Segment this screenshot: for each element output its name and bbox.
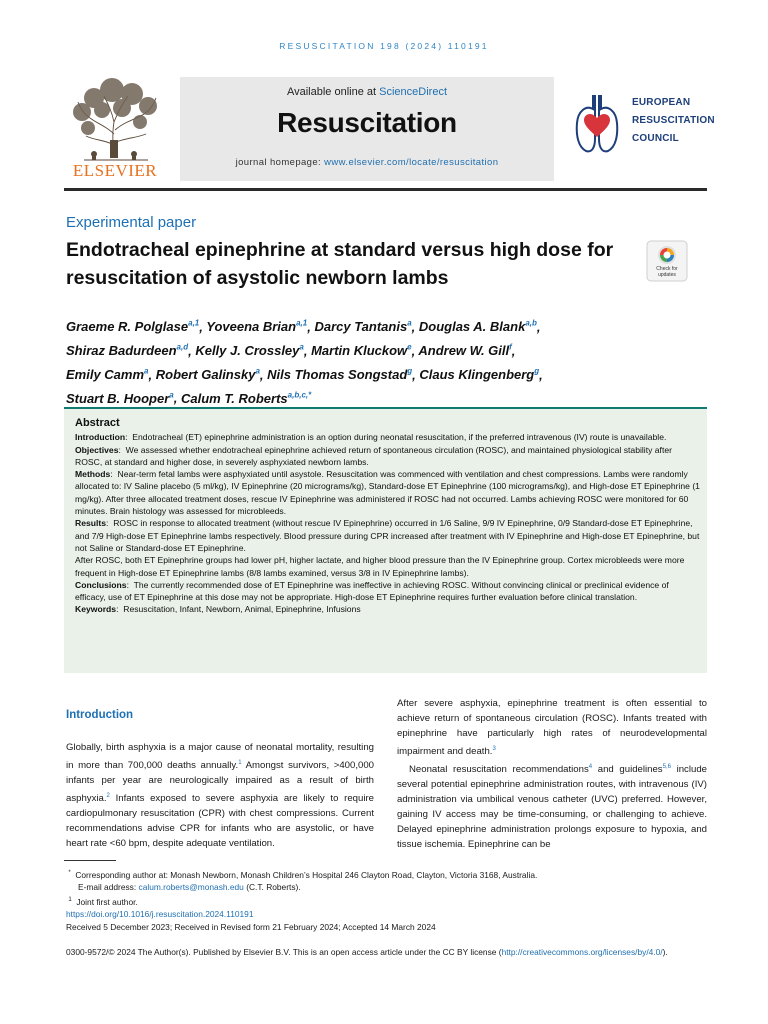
available-online: [180, 86, 554, 98]
sciencedirect-link[interactable]: ScienceDirect: [379, 86, 447, 98]
footnote-email: E-mail address: calum.roberts@monash.edu (C.T. Roberts).: [78, 882, 301, 893]
author-list: Graeme R. Polglase$^{a,1}$, Yoveena Brian$^{a,1}$, Darcy Tantanis$^a$, Douglas A. Blank$^{a,b}$, Shiraz Badurdeen$^{a,d}$, Kelly J. Crossley$^a$, Martin Kluckow$^e$, Andrew W. Gill$^f$, Emily Camm$^a$, Robert Galinsky$^a$, Nils Thomas Songstad$^g$, Claus Klingenberg$^g$, Stuart B. Hooper$^a$, Calum T. Roberts$^{a,b,c,*}$: [66, 319, 543, 406]
erc-wordmark: [632, 94, 715, 148]
abstract-panel: [64, 407, 707, 673]
citation-ref[interactable]: 1: [238, 759, 242, 766]
author[interactable]: Douglas A. Blank$^{a,b}$: [418, 319, 537, 335]
section-heading-introduction: Introduction: [66, 709, 134, 721]
citation-ref[interactable]: 2: [106, 792, 110, 799]
article-title: Endotracheal epinephrine at standard versus high dose for resuscitation of asystolic newborn lambs: [66, 239, 614, 289]
abstract-heading: Abstract: [75, 417, 120, 429]
running-header: [0, 41, 768, 51]
doi-link[interactable]: https://doi.org/10.1016/j.resuscitation.2024.110191: [66, 909, 254, 920]
license-statement: 0300-9572/© 2024 The Author(s). Published by Elsevier B.V. This is an open access article under the CC BY license (http://creativecommons.org/licenses/by/4.0/).: [66, 947, 668, 957]
masthead-divider: [64, 188, 707, 191]
erc-line-3: COUNCIL: [632, 133, 679, 144]
footnote-divider: [64, 860, 116, 861]
footnotes: [66, 867, 706, 934]
abstract-results-continued: After ROSC, both ET Epinephrine groups had lower pH, higher lactate, and higher blood pressure than the IV Epinephrine group. Cortex microbleeds were more frequent in High-dose ET Epinephrine lambs (8/8 lambs examined, versus 3/8 in IV Epinephrine lambs).: [75, 555, 685, 578]
running-head-journal: RESUSCITATION: [279, 41, 376, 51]
abstract-methods: Methods: Near-term fetal lambs were asphyxiated until asystole. Resuscitation was commenced with ventilation and chest compressions. Lambs were randomly allocated to: IV Saline placebo (5 ml/kg), IV Epinephrine (20 micrograms/kg), Standard-dose ET Epinephrine (100 micrograms/kg), and High-dose ET Epinephrine (1 mg/kg). After three allocated treatment doses, rescue IV Epinephrine was administered if ROSC had not occurred. Lambs achieving ROSC were monitored for 60 minutes. Brain histology was assessed for microbleeds.: [75, 469, 700, 517]
journal-homepage: [180, 157, 554, 168]
author[interactable]: Yoveena Brian$^{a,1}$: [206, 319, 308, 335]
received-dates: Received 5 December 2023; Received in Revised form 21 February 2024; Accepted 14 March 2024: [66, 921, 436, 932]
footnote-corresponding: * Corresponding author at: Monash Newborn, Monash Children’s Hospital 246 Clayton Road, Clayton, Victoria 3168, Australia.: [68, 869, 538, 880]
erc-line-2: RESUSCITATION: [632, 115, 715, 126]
abstract-introduction: Introduction: Endotracheal (ET) epinephrine administration is an option during neonatal resuscitation, if the preferred intravenous (IV) route is unavailable.: [75, 432, 667, 443]
homepage-label: journal homepage:: [235, 157, 322, 168]
citation-ref[interactable]: 5,6: [662, 763, 671, 770]
article-type: Experimental paper: [66, 214, 197, 231]
author[interactable]: Martin Kluckow$^e$: [311, 342, 412, 359]
author[interactable]: Shiraz Badurdeen$^{a,d}$: [66, 342, 189, 359]
citation-ref[interactable]: 3: [492, 745, 496, 752]
author[interactable]: Emily Camm$^a$: [66, 366, 149, 382]
erc-lungs-heart-logo[interactable]: [572, 87, 622, 159]
intro-paragraph-2: After severe asphyxia, epinephrine treatment is often essential to achieve return of spontaneous circulation (ROSC). Infants treated with epinephrine have particularly high rates of neurodevelopmental impairment and death.$^3$: [397, 698, 707, 757]
svg-text:Check for: Check for: [656, 266, 678, 272]
available-prefix: Available online at: [286, 86, 377, 98]
author[interactable]: Nils Thomas Songstad$^g$: [267, 366, 413, 382]
intro-paragraph-1: Globally, birth asphyxia is a major cause of neonatal mortality, resulting in more than 700,000 deaths annually.$^1$ Amongst survivors, >400,000 infants per year are neurologically impaired as a result of birth asphyxia.$^2$ Infants exposed to severe asphyxia are likely to require cardiopulmonary resuscitation (CPR) with chest compressions. Current recommendations advise CPR for infants who are asystolic, or have heart rate <60 bpm, despite adequate ventilation.: [66, 742, 374, 849]
email-link[interactable]: calum.roberts@monash.edu: [138, 882, 244, 893]
journal-title: Resuscitation: [277, 107, 457, 138]
author[interactable]: Robert Galinsky$^a$: [155, 366, 260, 382]
svg-text:updates: updates: [658, 272, 676, 278]
author[interactable]: Andrew W. Gill$^f$: [418, 342, 512, 359]
license-link[interactable]: http://creativecommons.org/licenses/by/4.0/: [501, 947, 663, 957]
abstract-objectives: Objectives: We assessed whether endotracheal epinephrine achieved return of spontaneous circulation (ROSC), and maintained physiological stability after ROSC, at standard and higher dose, in severely asphyxiated newborn lambs.: [75, 444, 672, 467]
author[interactable]: Graeme R. Polglase$^{a,1}$: [66, 319, 200, 335]
check-for-updates-icon[interactable]: [646, 240, 688, 282]
body-column-right: [397, 697, 707, 852]
abstract-keywords: Keywords: Resuscitation, Infant, Newborn, Animal, Epinephrine, Infusions: [75, 604, 361, 615]
footnote-joint-author: $^1$ Joint first author.: [68, 896, 138, 907]
author[interactable]: Stuart B. Hooper$^a$: [66, 390, 174, 406]
citation-ref[interactable]: 4: [588, 763, 593, 770]
body-column-left: [66, 741, 374, 852]
elsevier-wordmark: ELSEVIER: [72, 161, 158, 180]
abstract-conclusions: Conclusions: The currently recommended dose of ET Epinephrine was ineffective in achieving ROSC. Without convincing clinical or preclinical evidence of efficacy, use of ET Epinephrine at this dose may not be appropriate. High-dose ET Epinephrine requires further evaluation before clinical translation.: [75, 579, 669, 603]
homepage-link[interactable]: www.elsevier.com/locate/resuscitation: [324, 157, 499, 168]
running-head-citation: 198 (2024) 110191: [380, 41, 489, 51]
erc-line-1: EUROPEAN: [632, 97, 691, 108]
author[interactable]: Kelly J. Crossley$^a$: [195, 342, 304, 359]
author[interactable]: Darcy Tantanis$^a$: [314, 319, 412, 335]
abstract-results: Results: ROSC in response to allocated treatment (without rescue IV Epinephrine) occurred in 1/6 Saline, 9/9 IV Epinephrine, 0/9 Standard-dose ET Epinephrine, and 7/9 High-dose ET Epinephrine lambs respectively. Blood pressure during CPR increased after treatment with IV Epinephrine and High-dose ET Epinephrine, but not Saline or Standard-dose ET Epinephrine.: [75, 518, 700, 553]
author[interactable]: Calum T. Roberts$^{a,b,c,*}$: [180, 390, 312, 406]
author[interactable]: Claus Klingenberg$^g$: [419, 366, 540, 382]
intro-paragraph-3: Neonatal resuscitation recommendations$^4$ and guidelines$^{5,6}$ include several potential epinephrine administration routes, with intravenous (IV) administration via umbilical venous catheter (UVC) preferred. However, gaining IV access may be time-consuming, or challenging to achieve. Delayed epinephrine administration prolongs exposure to hypoxia, and tissue ischemia. Epinephrine can be: [397, 763, 707, 850]
doi-line: [66, 908, 706, 921]
